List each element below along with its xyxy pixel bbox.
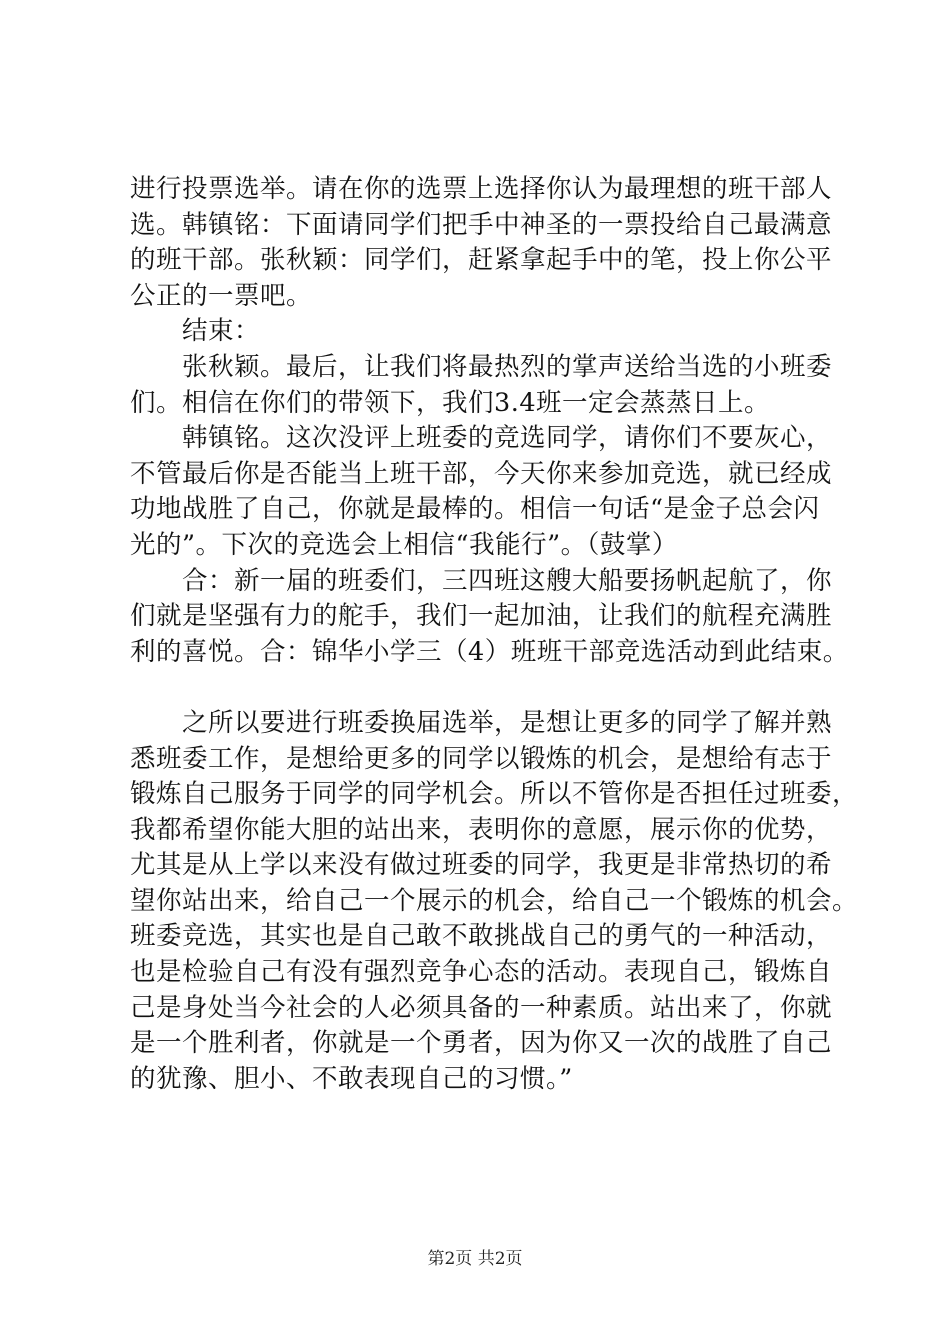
text-line: 望你站出来，给自己一个展示的机会，给自己一个锻炼的机会。 — [130, 885, 859, 916]
paragraph-spacer — [130, 670, 830, 706]
text-line: 班委竞选，其实也是自己敢不敢挑战自己的勇气的一种活动， — [130, 921, 833, 952]
text-line: 是一个胜利者，你就是一个勇者，因为你又一次的战胜了自己 — [130, 1028, 833, 1059]
text-line: 公正的一票吧。 — [130, 280, 313, 311]
text-line: 光的”。下次的竞选会上相信“我能行”。（鼓掌） — [130, 529, 678, 560]
paragraph-election-purpose — [130, 706, 859, 1098]
text-line: 韩镇铭。这次没评上班委的竞选同学，请你们不要灰心， — [182, 423, 833, 454]
text-line: 选。韩镇铭：下面请同学们把手中神圣的一票投给自己最满意 — [130, 209, 833, 240]
text-line: 合：新一届的班委们，三四班这艘大船要扬帆起航了，你 — [182, 565, 833, 596]
text-line: 我都希望你能大胆的站出来，表明你的意愿，展示你的优势， — [130, 814, 833, 845]
text-line: 们就是坚强有力的舵手，我们一起加油，让我们的航程充满胜 — [130, 601, 833, 632]
paragraph-zhang-closing — [130, 350, 833, 421]
paragraph-together-closing — [130, 564, 849, 671]
paragraph-ending-heading — [130, 314, 830, 350]
text-line: 进行投票选举。请在你的选票上选择你认为最理想的班干部人 — [130, 174, 833, 204]
text-line: 的犹豫、胆小、不敢表现自己的习惯。” — [130, 1063, 573, 1094]
text-line: 功地战胜了自己，你就是最棒的。相信一句话“是金子总会闪 — [130, 494, 820, 525]
document-body — [130, 172, 859, 1097]
text-line: 己是身处当今社会的人必须具备的一种素质。站出来了，你就 — [130, 992, 833, 1023]
paragraph-han-closing — [130, 421, 833, 563]
text-line: 也是检验自己有没有强烈竞争心态的活动。表现自己，锻炼自 — [130, 957, 833, 988]
text-line: 锻炼自己服务于同学的同学机会。所以不管你是否担任过班委， — [130, 779, 859, 810]
page-footer: 第2页 共2页 — [427, 1249, 523, 1269]
text-line: 张秋颖。最后，让我们将最热烈的掌声送给当选的小班委 — [182, 351, 833, 382]
text-line: 利的喜悦。合：锦华小学三（4）班班干部竞选活动到此结束。 — [130, 636, 849, 667]
text-line: 不管最后你是否能当上班干部，今天你来参加竞选，就已经成 — [130, 458, 833, 489]
text-line: 结束： — [182, 316, 261, 347]
text-line: 的班干部。张秋颖：同学们，赶紧拿起手中的笔，投上你公平 — [130, 245, 833, 276]
paragraph-voting — [130, 172, 833, 314]
text-line: 之所以要进行班委换届选举，是想让更多的同学了解并熟 — [182, 707, 833, 738]
text-line: 尤其是从上学以来没有做过班委的同学，我更是非常热切的希 — [130, 850, 833, 881]
text-line: 悉班委工作，是想给更多的同学以锻炼的机会，是想给有志于 — [130, 743, 833, 774]
text-line: 们。相信在你们的带领下，我们3.4班一定会蒸蒸日上。 — [130, 387, 771, 418]
